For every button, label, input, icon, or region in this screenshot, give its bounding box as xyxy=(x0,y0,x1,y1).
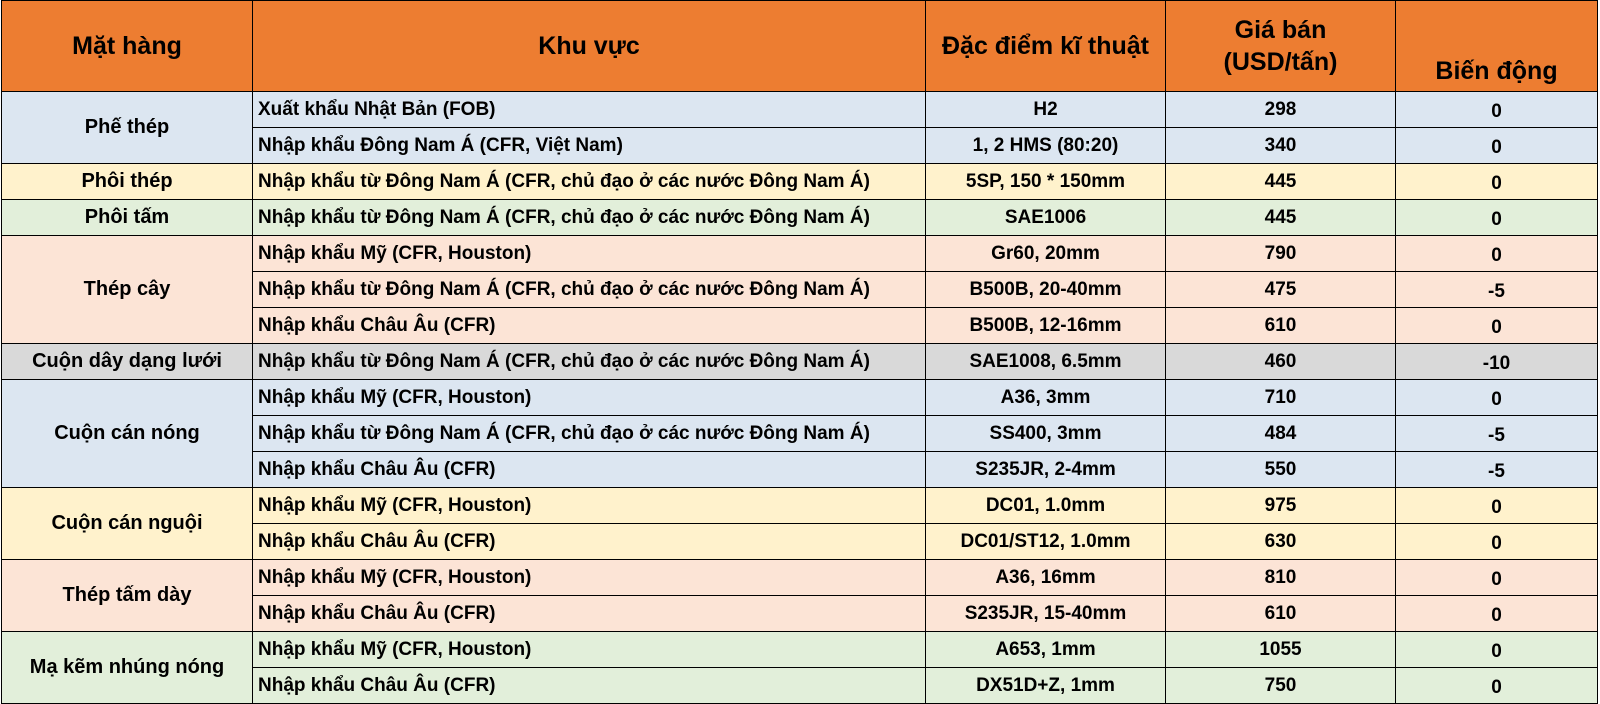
table-row xyxy=(2,236,1598,272)
spec-cell: DC01/ST12, 1.0mm xyxy=(926,524,1166,560)
region-cell: Nhập khẩu Châu Âu (CFR) xyxy=(253,596,926,632)
price-cell: 298 xyxy=(1166,92,1396,128)
header-price-line2: (USD/tấn) xyxy=(1223,48,1338,76)
region-cell: Nhập khẩu từ Đông Nam Á (CFR, chủ đạo ở các nước Đông Nam Á) xyxy=(253,200,926,236)
region-cell: Nhập khẩu từ Đông Nam Á (CFR, chủ đạo ở các nước Đông Nam Á) xyxy=(253,344,926,380)
change-cell: 0 xyxy=(1396,92,1598,128)
table-row xyxy=(2,200,1598,236)
change-cell: 0 xyxy=(1396,668,1598,704)
price-cell: 475 xyxy=(1166,272,1396,308)
change-cell: -5 xyxy=(1396,416,1598,452)
commodity-cell: Phôi thép xyxy=(2,164,253,200)
commodity-cell: Phôi tấm xyxy=(2,200,253,236)
commodity-cell: Cuộn cán nguội xyxy=(2,488,253,560)
spec-cell: SS400, 3mm xyxy=(926,416,1166,452)
price-cell: 445 xyxy=(1166,200,1396,236)
region-cell: Xuất khẩu Nhật Bản (FOB) xyxy=(253,92,926,128)
commodity-cell: Mạ kẽm nhúng nóng xyxy=(2,632,253,704)
spec-cell: 1, 2 HMS (80:20) xyxy=(926,128,1166,164)
commodity-cell: Cuộn cán nóng xyxy=(2,380,253,488)
change-cell: 0 xyxy=(1396,524,1598,560)
price-cell: 975 xyxy=(1166,488,1396,524)
region-cell: Nhập khẩu Châu Âu (CFR) xyxy=(253,668,926,704)
region-cell: Nhập khẩu Châu Âu (CFR) xyxy=(253,308,926,344)
change-cell: 0 xyxy=(1396,308,1598,344)
change-cell: 0 xyxy=(1396,380,1598,416)
steel-price-table xyxy=(1,0,1598,704)
change-cell: 0 xyxy=(1396,236,1598,272)
spec-cell: Gr60, 20mm xyxy=(926,236,1166,272)
table-row xyxy=(2,632,1598,668)
commodity-cell: Phế thép xyxy=(2,92,253,164)
header-region: Khu vực xyxy=(253,1,926,92)
header-price-line1: Giá bán xyxy=(1234,15,1327,44)
header-change: Biến động xyxy=(1396,1,1598,92)
change-cell: 0 xyxy=(1396,596,1598,632)
commodity-cell: Thép cây xyxy=(2,236,253,344)
region-cell: Nhập khẩu Mỹ (CFR, Houston) xyxy=(253,488,926,524)
spec-cell: A36, 3mm xyxy=(926,380,1166,416)
price-cell: 790 xyxy=(1166,236,1396,272)
price-cell: 630 xyxy=(1166,524,1396,560)
price-cell: 750 xyxy=(1166,668,1396,704)
price-cell: 460 xyxy=(1166,344,1396,380)
change-cell: 0 xyxy=(1396,560,1598,596)
region-cell: Nhập khẩu từ Đông Nam Á (CFR, chủ đạo ở các nước Đông Nam Á) xyxy=(253,272,926,308)
spec-cell: H2 xyxy=(926,92,1166,128)
region-cell: Nhập khẩu từ Đông Nam Á (CFR, chủ đạo ở các nước Đông Nam Á) xyxy=(253,164,926,200)
region-cell: Nhập khẩu Đông Nam Á (CFR, Việt Nam) xyxy=(253,128,926,164)
price-cell: 340 xyxy=(1166,128,1396,164)
commodity-cell: Cuộn dây dạng lưới xyxy=(2,344,253,380)
region-cell: Nhập khẩu Mỹ (CFR, Houston) xyxy=(253,560,926,596)
table-row xyxy=(2,380,1598,416)
header-spec: Đặc điểm kĩ thuật xyxy=(926,1,1166,92)
price-cell: 810 xyxy=(1166,560,1396,596)
spec-cell: DX51D+Z, 1mm xyxy=(926,668,1166,704)
header-price xyxy=(1166,1,1396,92)
change-cell: -10 xyxy=(1396,344,1598,380)
spec-cell: SAE1008, 6.5mm xyxy=(926,344,1166,380)
region-cell: Nhập khẩu Châu Âu (CFR) xyxy=(253,524,926,560)
spec-cell: 5SP, 150 * 150mm xyxy=(926,164,1166,200)
table-row xyxy=(2,344,1598,380)
table-header xyxy=(2,1,1598,92)
header-row xyxy=(2,1,1598,92)
change-cell: 0 xyxy=(1396,128,1598,164)
price-cell: 710 xyxy=(1166,380,1396,416)
change-cell: -5 xyxy=(1396,272,1598,308)
price-cell: 550 xyxy=(1166,452,1396,488)
price-cell: 610 xyxy=(1166,596,1396,632)
table-row xyxy=(2,92,1598,128)
region-cell: Nhập khẩu Châu Âu (CFR) xyxy=(253,452,926,488)
change-cell: 0 xyxy=(1396,200,1598,236)
price-cell: 1055 xyxy=(1166,632,1396,668)
change-cell: -5 xyxy=(1396,452,1598,488)
table-row xyxy=(2,488,1598,524)
spec-cell: DC01, 1.0mm xyxy=(926,488,1166,524)
spec-cell: SAE1006 xyxy=(926,200,1166,236)
change-cell: 0 xyxy=(1396,632,1598,668)
region-cell: Nhập khẩu Mỹ (CFR, Houston) xyxy=(253,380,926,416)
spec-cell: S235JR, 15-40mm xyxy=(926,596,1166,632)
change-cell: 0 xyxy=(1396,164,1598,200)
spec-cell: S235JR, 2-4mm xyxy=(926,452,1166,488)
spec-cell: A653, 1mm xyxy=(926,632,1166,668)
region-cell: Nhập khẩu Mỹ (CFR, Houston) xyxy=(253,632,926,668)
spec-cell: B500B, 12-16mm xyxy=(926,308,1166,344)
commodity-cell: Thép tấm dày xyxy=(2,560,253,632)
spec-cell: B500B, 20-40mm xyxy=(926,272,1166,308)
change-cell: 0 xyxy=(1396,488,1598,524)
table-row xyxy=(2,560,1598,596)
price-cell: 610 xyxy=(1166,308,1396,344)
table-body xyxy=(2,92,1598,704)
price-cell: 484 xyxy=(1166,416,1396,452)
table-row xyxy=(2,164,1598,200)
price-cell: 445 xyxy=(1166,164,1396,200)
region-cell: Nhập khẩu từ Đông Nam Á (CFR, chủ đạo ở các nước Đông Nam Á) xyxy=(253,416,926,452)
header-commodity: Mặt hàng xyxy=(2,1,253,92)
region-cell: Nhập khẩu Mỹ (CFR, Houston) xyxy=(253,236,926,272)
spec-cell: A36, 16mm xyxy=(926,560,1166,596)
